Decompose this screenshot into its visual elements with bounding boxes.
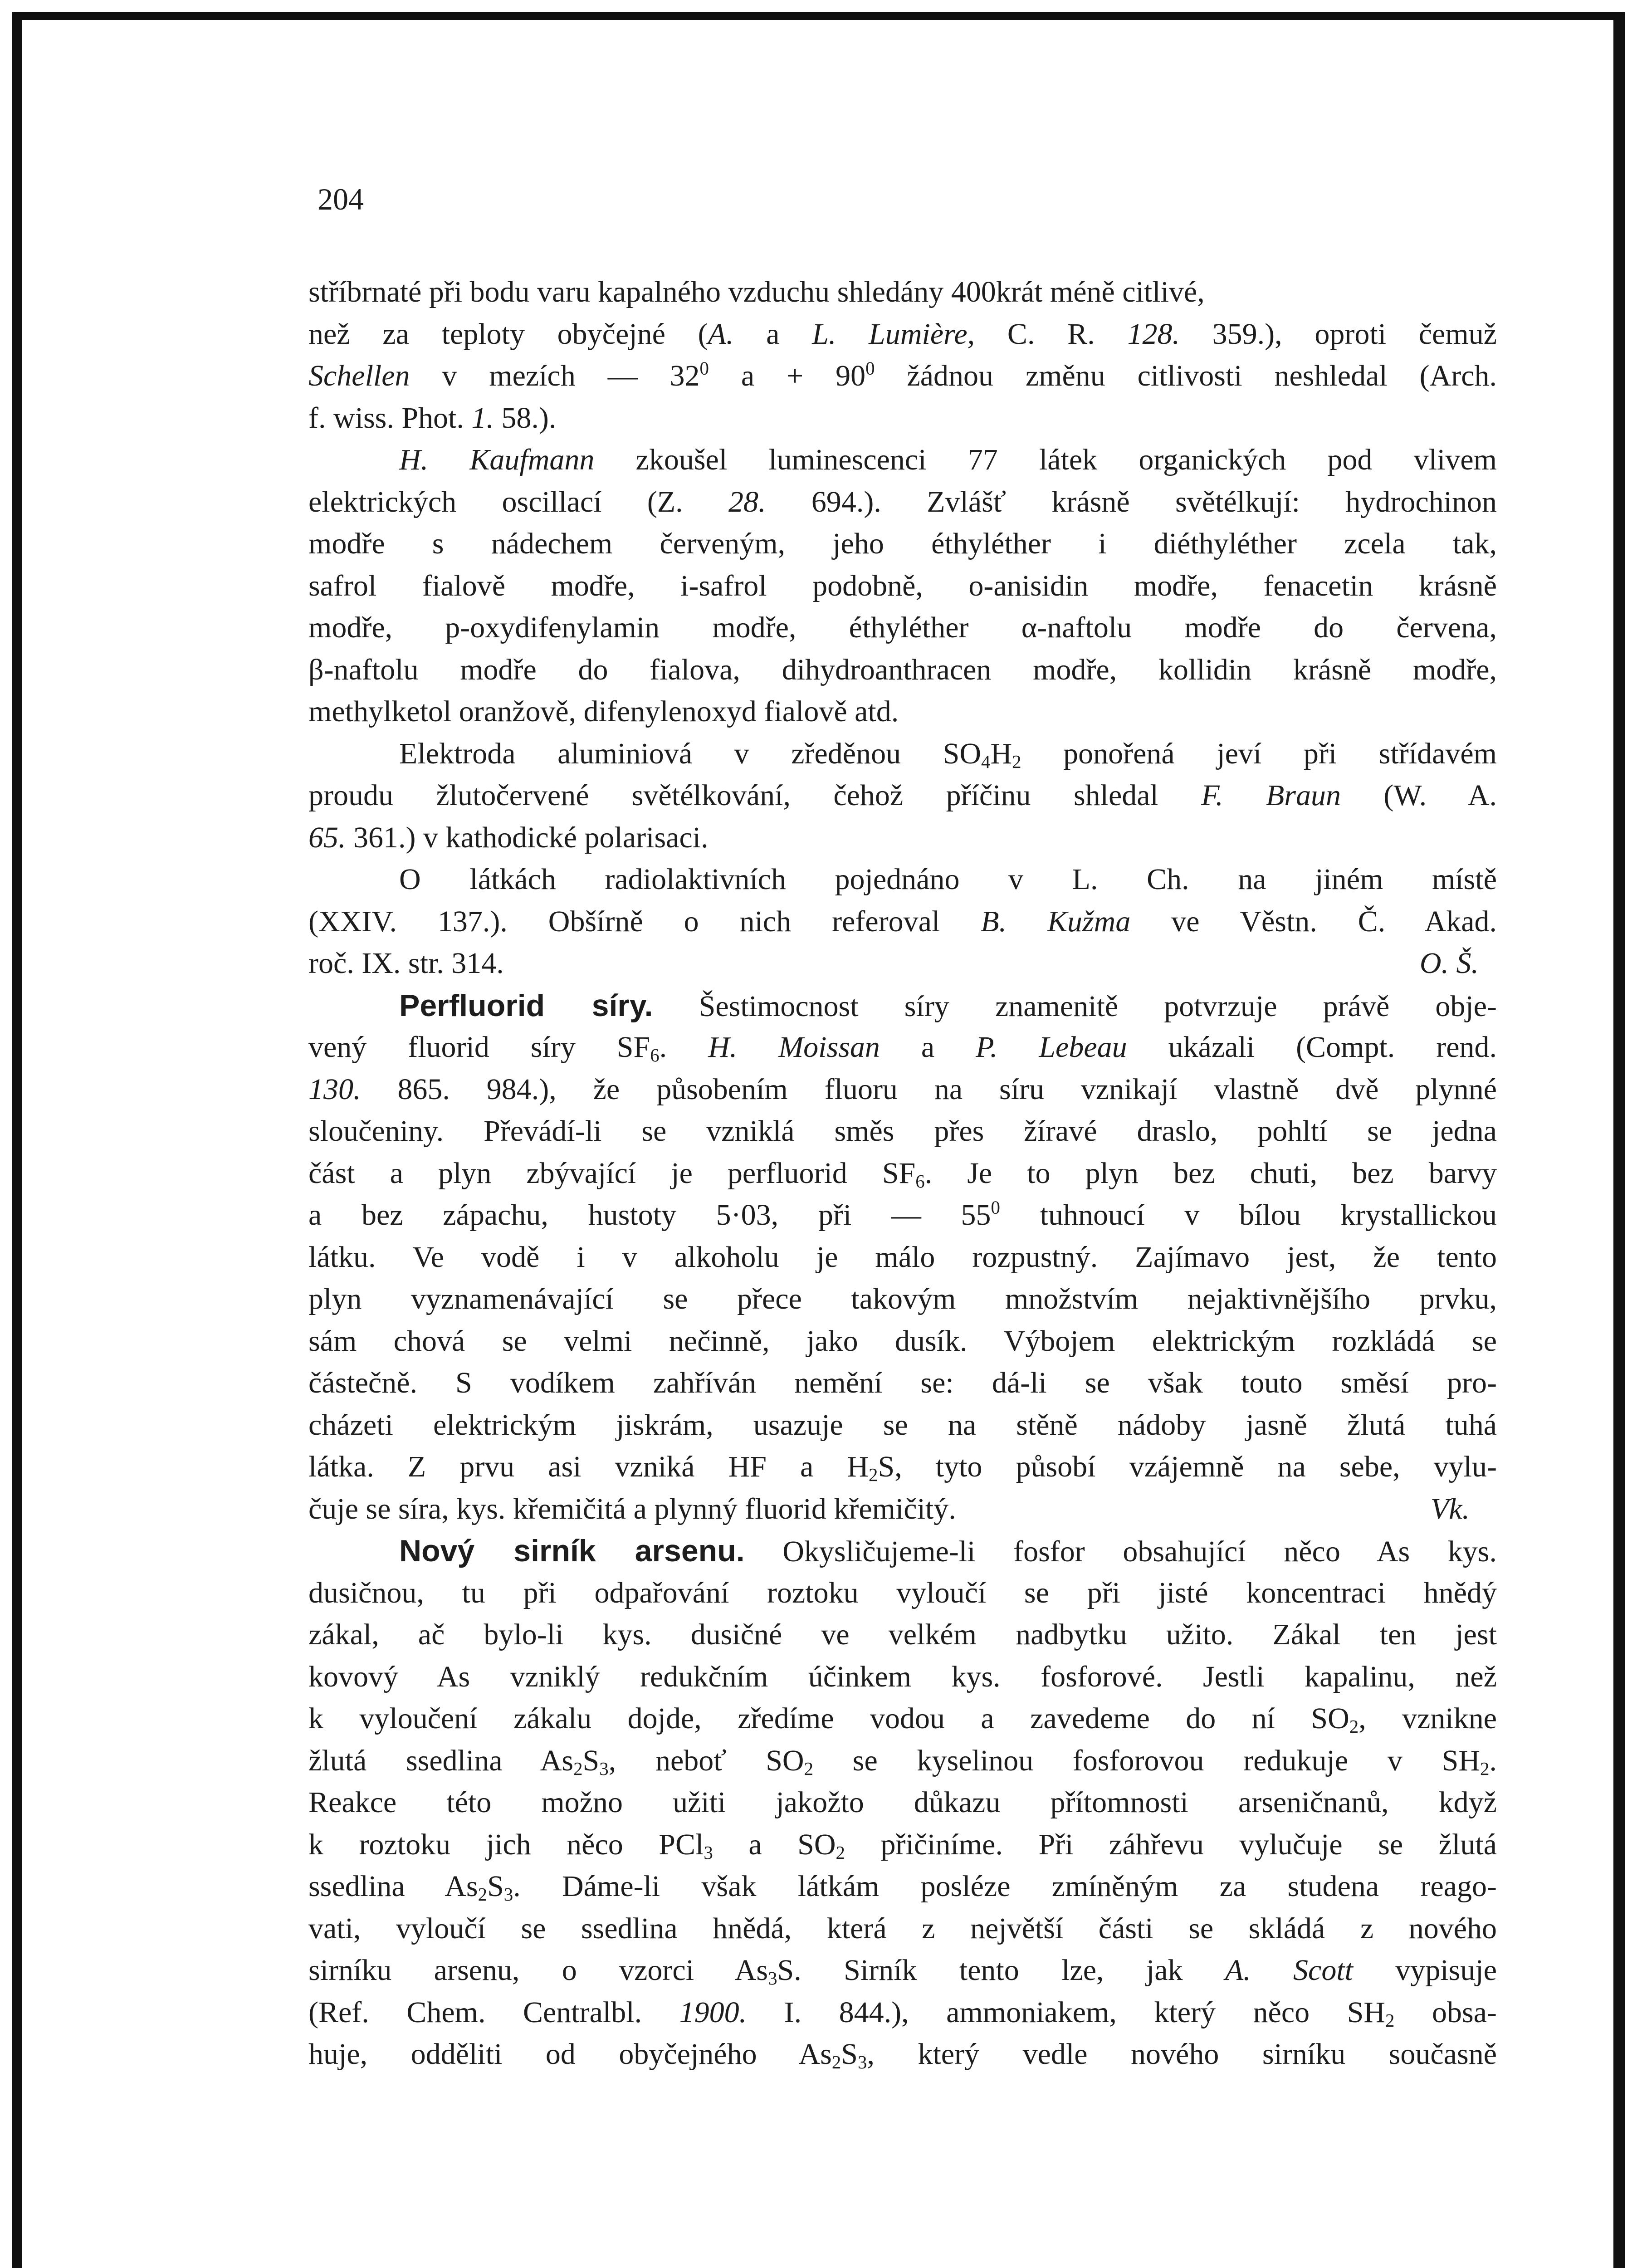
author-signature: Vk. — [1430, 1492, 1470, 1525]
italic-text: B. Kužma — [981, 904, 1131, 938]
text-line: část a plyn zbývající je perfluorid $SF_6$. Je to plyn bez chuti, bez barvy — [308, 1156, 1497, 1192]
subscript: 2 — [869, 1465, 878, 1486]
section-heading-line: Nový sirník arsenu. Okysličujeme-li fosfor obsahující něco As kys. — [399, 1534, 1497, 1568]
italic-text: A. — [708, 317, 734, 351]
text-line: sloučeniny. Převádí-li se vzniklá směs přes žíravé draslo, pohltí se jedna — [308, 1114, 1497, 1148]
subscript: 4 — [981, 751, 991, 772]
author-signature: O. Š. — [1419, 947, 1479, 980]
subscript: 3 — [857, 2052, 867, 2073]
text-line: cházeti elektrickým jiskrám, usazuje se na stěně nádoby jasně žlutá tuhá — [308, 1408, 1497, 1442]
text-line: částečně. S vodíkem zahříván nemění se: dá-li se však touto směsí pro- — [308, 1366, 1497, 1399]
text-line-signed — [308, 1488, 1497, 1530]
subscript: 6 — [650, 1045, 660, 1066]
subscript: 2 — [804, 1758, 814, 1779]
text-line: žlutá ssedlina $As_2S_3$, neboť $SO_2$ se kyselinou fosforovou redukuje v $SH_2$. — [308, 1744, 1497, 1779]
text-line: dusičnou, tu při odpařování roztoku vyloučí se při jisté koncentraci hnědý — [308, 1576, 1497, 1609]
text-line: látka. Z prvu asi vzniká HF a $H_2S$, tyto působí vzájemně na sebe, vylu- — [308, 1450, 1497, 1486]
text-line: huje, odděliti od obyčejného $As_2S_3$, který vedle nového sirníku současně — [308, 2038, 1497, 2073]
text-line: vati, vyloučí se ssedlina hnědá, která z největší části se skládá z nového — [308, 1911, 1497, 1945]
subscript: 2 — [478, 1884, 488, 1905]
text-line: Elektroda aluminiová v zředěnou $SO_4H_2$ ponořená jeví při střídavém — [399, 737, 1497, 772]
text-line: modře s nádechem červeným, jeho éthyléther i diéthyléther zcela tak, — [308, 527, 1497, 560]
text-line: methylketol oranžově, difenylenoxyd fialově atd. — [308, 695, 899, 728]
subscript: 2 — [1480, 1758, 1490, 1779]
subscript: 6 — [915, 1171, 925, 1192]
text-line: elektrických oscillací (Z. 28. 694.). Zvlášť krásně světélkují: hydrochinon — [308, 485, 1497, 518]
text-line: O látkách radiolaktivních pojednáno v L. Ch. na jiném místě — [399, 863, 1497, 896]
superscript: 0 — [991, 1197, 1000, 1218]
page-number: 204 — [318, 182, 364, 216]
text-line: 65. 361.) v kathodické polarisaci. — [308, 821, 709, 854]
text-line: vený fluorid síry $SF_6$. H. Moissan a P. Lebeau ukázali (Compt. rend. — [308, 1031, 1497, 1066]
italic-text: 130. — [308, 1072, 361, 1106]
text-line: látku. Ve vodě i v alkoholu je málo rozpustný. Zajímavo jest, že tento — [308, 1240, 1497, 1274]
text-line: safrol fialově modře, i-safrol podobně, o-anisidin modře, fenacetin krásně — [308, 569, 1497, 602]
superscript: 0 — [699, 358, 709, 379]
text-line: než za teploty obyčejné (A. a L. Lumière, C. R. 128. 359.), oproti čemuž — [308, 317, 1497, 351]
italic-text: 1. — [471, 401, 494, 435]
subscript: 3 — [599, 1758, 609, 1779]
italic-text: H. Kaufmann — [399, 443, 595, 476]
text-line: čuje se síra, kys. křemičitá a plynný fluorid křemičitý. — [308, 1492, 956, 1525]
subscript: 2 — [573, 1758, 583, 1779]
subscript: 3 — [503, 1884, 513, 1905]
text-line: sám chová se velmi nečinně, jako dusík. Výbojem elektrickým rozkládá se — [308, 1324, 1497, 1358]
section-heading: Perfluorid síry. — [399, 988, 653, 1023]
italic-text: A. Scott — [1225, 1954, 1353, 1987]
italic-text: Schellen — [308, 359, 410, 392]
text-line: k vyloučení zákalu dojde, zředíme vodou a zavedeme do ní $SO_2$, vznikne — [308, 1702, 1497, 1737]
italic-text: P. Lebeau — [976, 1031, 1127, 1064]
text-line: (Ref. Chem. Centralbl. 1900. I. 844.), ammoniakem, který něco $SH_2$ obsa- — [308, 1995, 1497, 2031]
subscript: 3 — [768, 1968, 777, 1989]
text-line: H. Kaufmann zkoušel luminescenci 77 látek organických pod vlivem — [399, 443, 1497, 476]
text-line: modře, p-oxydifenylamin modře, éthyléther α-naftolu modře do červena, — [308, 611, 1497, 644]
section-heading: Nový sirník arsenu. — [399, 1534, 745, 1568]
text-line: kovový As vzniklý redukčním účinkem kys. fosforové. Jestli kapalinu, než — [308, 1660, 1497, 1693]
section-heading-line: Perfluorid síry. Šestimocnost síry znamenitě potvrzuje právě obje- — [399, 988, 1497, 1023]
text-line: proudu žlutočervené světélkování, čehož příčinu shledal F. Braun (W. A. — [308, 779, 1497, 812]
text-line: 130. 865. 984.), že působením fluoru na síru vznikají vlastně dvě plynné — [308, 1072, 1497, 1106]
text-line: ssedlina $As_2S_3$. Dáme-li však látkám posléze zmíněným za studena reago- — [308, 1870, 1497, 1905]
italic-text: 28. — [728, 485, 766, 518]
subscript: 2 — [1385, 2010, 1395, 2031]
superscript: 0 — [865, 358, 875, 379]
text-line-signed — [308, 943, 1497, 985]
text-line: β-naftolu modře do fialova, dihydroanthracen modře, kollidin krásně modře, — [308, 653, 1497, 686]
text-line: Reakce této možno užiti jakožto důkazu přítomnosti arseničnanů, když — [308, 1786, 1497, 1819]
subscript: 2 — [831, 2052, 841, 2073]
subscript: 3 — [704, 1842, 713, 1863]
subscript: 2 — [1349, 1716, 1359, 1737]
subscript: 2 — [1012, 751, 1021, 772]
text-line: Schellen v mezích — $32^0$ $a + 90^0$ žádnou změnu citlivosti neshledal (Arch. — [308, 358, 1497, 392]
text-line: zákal, ač bylo-li kys. dusičné ve velkém nadbytku užito. Zákal ten jest — [308, 1618, 1497, 1651]
italic-text: 65. — [308, 821, 346, 854]
text-line: stříbrnaté při bodu varu kapalného vzduchu shledány 400krát méně citlivé, — [308, 275, 1205, 308]
text-line: sirníku arsenu, o vzorci $As_3S$. Sirník tento lze, jak A. Scott vypisuje — [308, 1954, 1497, 1989]
italic-text: L. Lumière, — [812, 317, 975, 351]
italic-text: H. Moissan — [708, 1031, 880, 1064]
text-line: a bez zápachu, hustoty 5·03, při — $55^0$ tuhnoucí v bílou krystallickou — [308, 1197, 1497, 1232]
text-line: k roztoku jich něco PCl$_3$ a $SO_2$ přičiníme. Při záhřevu vylučuje se žlutá — [308, 1828, 1497, 1863]
italic-text: F. Braun — [1201, 779, 1341, 812]
text-line: f. wiss. Phot. 1. 58.). — [308, 401, 557, 435]
text-line: (XXIV. 137.). Obšírně o nich referoval B. Kužma ve Věstn. Č. Akad. — [308, 904, 1497, 938]
italic-text: 128. — [1127, 317, 1180, 351]
italic-text: 1900. — [679, 1995, 747, 2029]
subscript: 2 — [836, 1842, 845, 1863]
text-line: roč. IX. str. 314. — [308, 947, 504, 980]
text-line: plyn vyznamenávající se přece takovým množstvím nejaktivnějšího prvku, — [308, 1282, 1497, 1315]
body-text — [308, 271, 1497, 2076]
